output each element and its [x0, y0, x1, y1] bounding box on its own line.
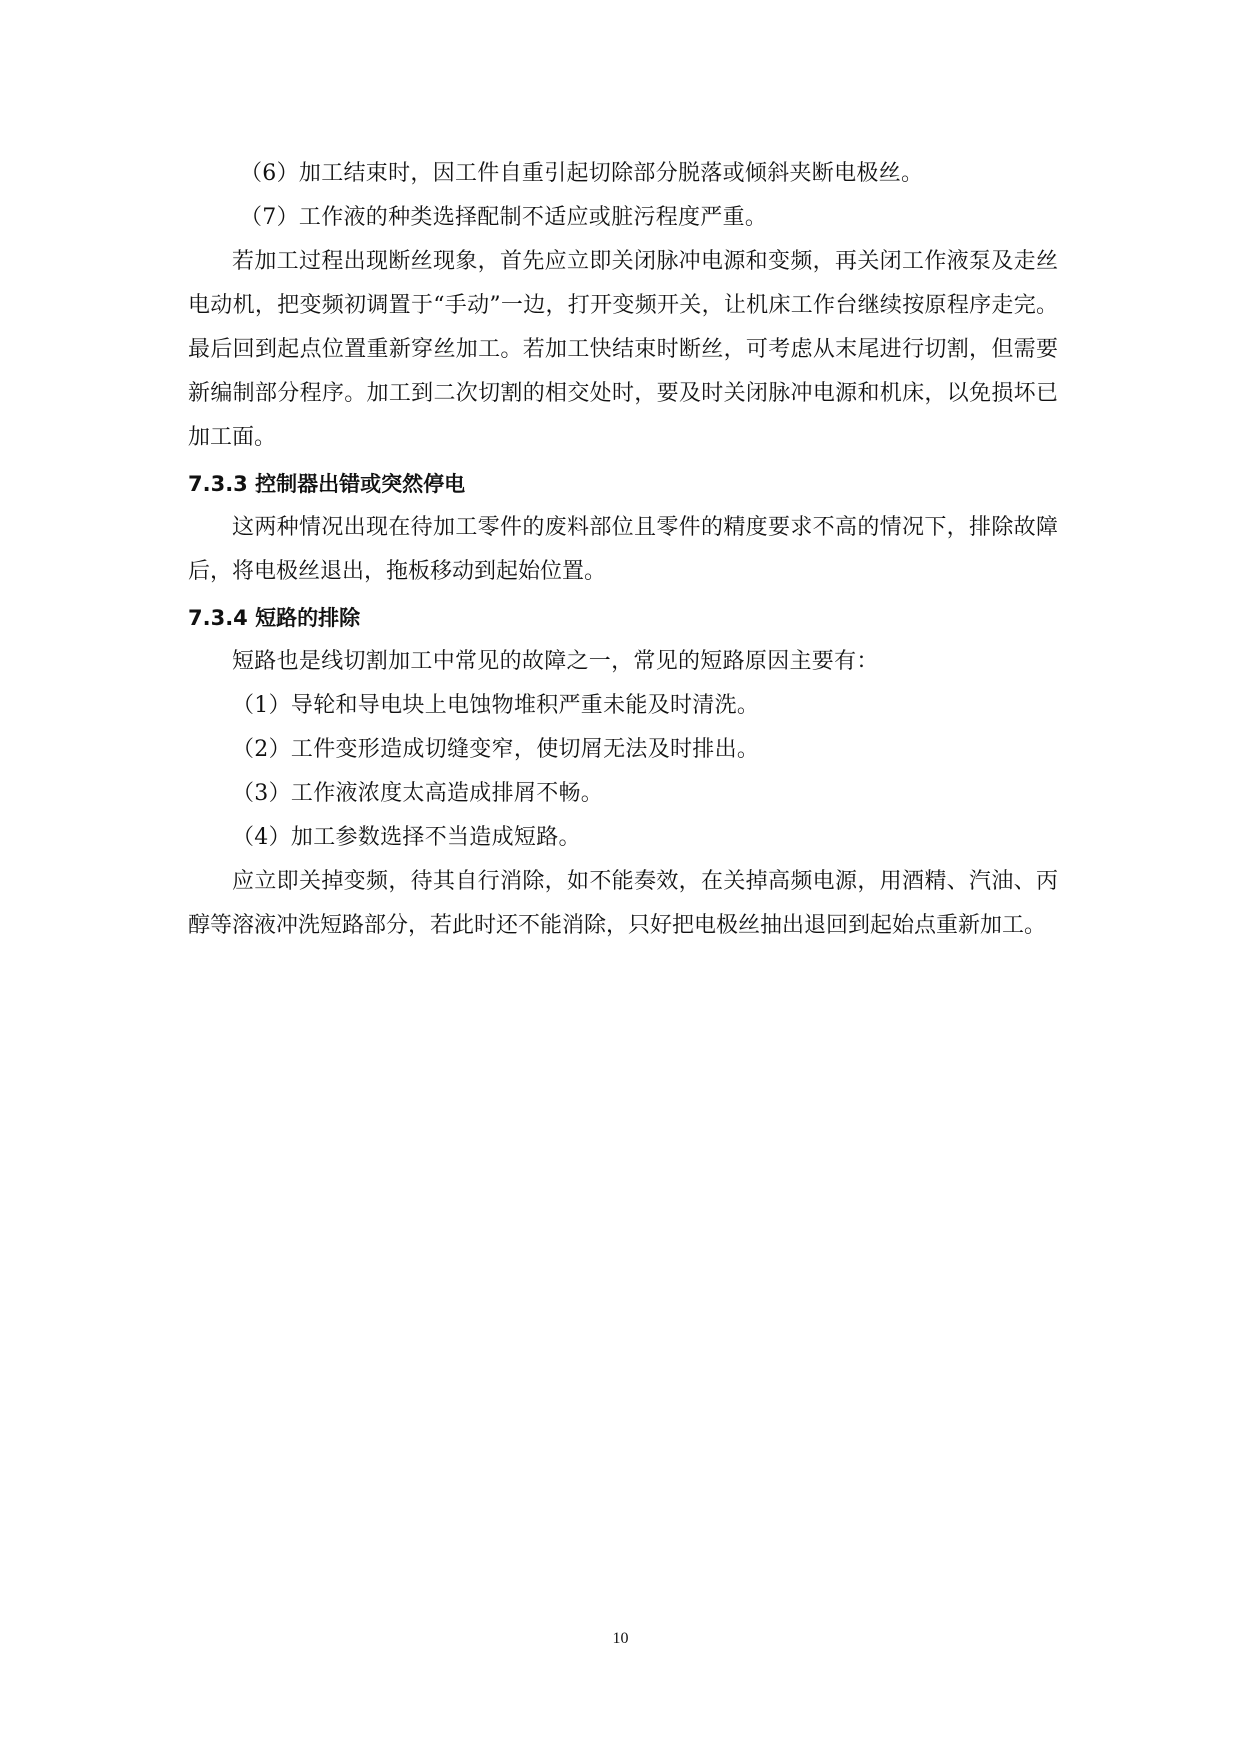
- list-item: （2）工件变形造成切缝变窄，使切屑无法及时排出。: [232, 737, 760, 762]
- list-item: （7）工作液的种类选择配制不适应或脏污程度严重。: [240, 205, 768, 230]
- list-item: （3）工作液浓度太高造成排屑不畅。: [232, 781, 604, 806]
- list-item: （1）导轮和导电块上电蚀物堆积严重未能及时清洗。: [232, 693, 760, 718]
- paragraph-short-circuit-intro: 短路也是线切割加工中常见的故障之一，常见的短路原因主要有：: [232, 649, 879, 674]
- paragraph-wire-break: 若加工过程出现断丝现象，首先应立即关闭脉冲电源和变频，再关闭工作液泵及走丝电动机，把变频初调置于“手动”一边，打开变频开关，让机床工作台继续按原程序走完。最后回到起点位置重新穿丝加工。若加工快结束时断丝，可考虑从末尾进行切割，但需要新编制部分程序。加工到二次切割的相交处时，要及时关闭脉冲电源和机床，以免损坏已加工面。: [188, 249, 1058, 450]
- section-heading-7-3-4: 7.3.4 短路的排除: [188, 606, 361, 630]
- section-heading-7-3-3: 7.3.3 控制器出错或突然停电: [188, 472, 466, 496]
- list-item: （4）加工参数选择不当造成短路。: [232, 825, 581, 850]
- page-number: 10: [612, 1630, 629, 1647]
- paragraph-controller-error: 这两种情况出现在待加工零件的废料部位且零件的精度要求不高的情况下，排除故障后，将电极丝退出，拖板移动到起始位置。: [188, 515, 1058, 584]
- paragraph-short-circuit-remedy: 应立即关掉变频，待其自行消除，如不能奏效，在关掉高频电源，用酒精、汽油、丙醇等溶液冲洗短路部分，若此时还不能消除，只好把电极丝抽出退回到起始点重新加工。: [188, 869, 1058, 938]
- list-item: （6）加工结束时，因工件自重引起切除部分脱落或倾斜夹断电极丝。: [240, 161, 924, 186]
- page-content: [188, 152, 1058, 948]
